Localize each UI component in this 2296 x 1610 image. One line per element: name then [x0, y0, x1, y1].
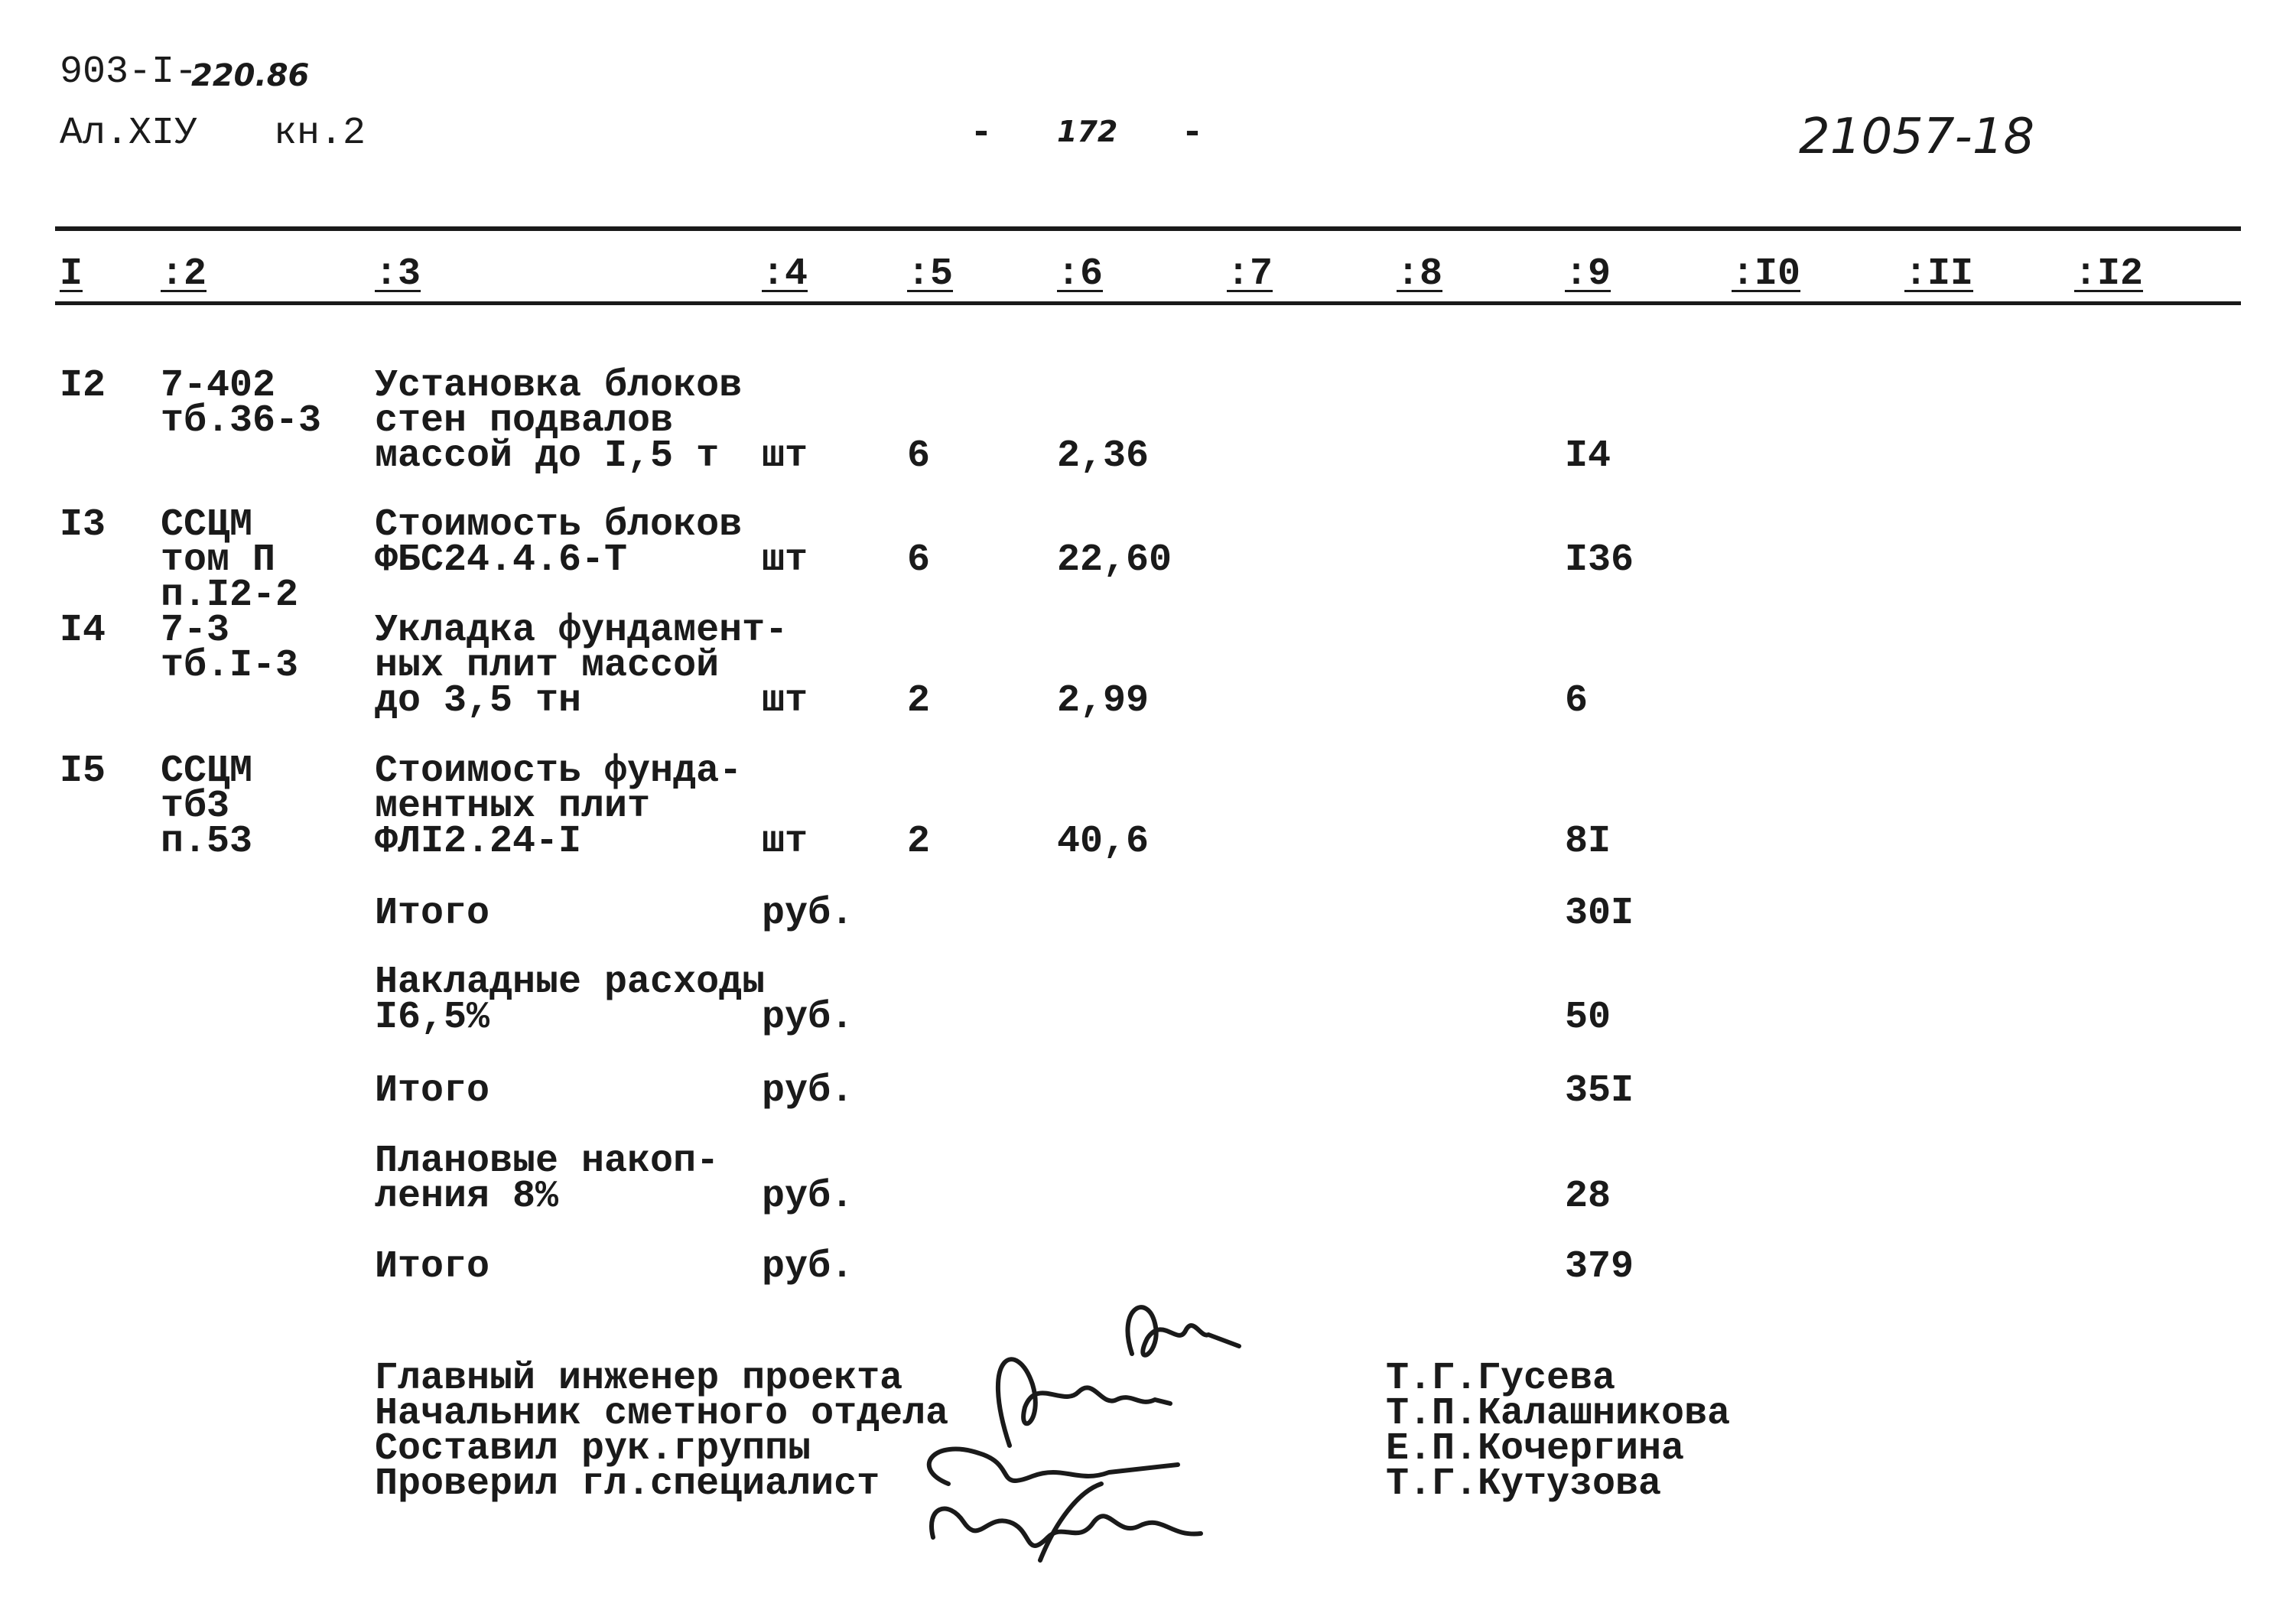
row-ref-line: тб3: [161, 785, 230, 828]
summary-total: 379: [1565, 1245, 1634, 1289]
book-label: кн.2: [274, 112, 366, 155]
row-ref-line: ССЦМ: [161, 503, 253, 547]
summary-total: 50: [1565, 996, 1611, 1039]
row-number: I5: [60, 750, 106, 793]
summary-total: 30I: [1565, 892, 1634, 935]
row-desc-line: стен подвалов: [375, 399, 674, 443]
summary-desc-line: Накладные расходы: [375, 961, 766, 1004]
summary-unit: руб.: [762, 1175, 854, 1218]
row-number: I2: [60, 364, 106, 408]
summary-desc-line: Итого: [375, 1245, 490, 1289]
summary-desc-line: Плановые накоп-: [375, 1140, 720, 1183]
signer-title: Главный инженер проекта: [375, 1357, 903, 1400]
row-ref-line: 7-402: [161, 364, 276, 408]
row-unit: шт: [762, 538, 808, 582]
row-unit: шт: [762, 679, 808, 723]
header-rule-top: [55, 226, 2241, 231]
signer-name: Е.П.Кочергина: [1386, 1427, 1685, 1471]
row-desc-line: Стоимость фунда-: [375, 750, 743, 793]
page-number: 172: [1057, 115, 1118, 148]
signer-title: Составил рук.группы: [375, 1427, 811, 1471]
column-header-1: I: [60, 252, 83, 296]
column-header-10: :I0: [1732, 252, 1801, 296]
document-code: [60, 50, 198, 94]
row-ref-line: тб.I-3: [161, 644, 299, 688]
summary-desc-line: Итого: [375, 1069, 490, 1113]
row-ref-line: ССЦМ: [161, 750, 253, 793]
summary-unit: руб.: [762, 892, 854, 935]
column-header-8: :8: [1397, 252, 1443, 296]
signer-name: Т.Г.Кутузова: [1386, 1462, 1662, 1506]
row-desc-line: Стоимость блоков: [375, 503, 743, 547]
row-ref-line: п.53: [161, 820, 253, 864]
row-qty: 2: [907, 820, 931, 864]
signer-title: Начальник сметного отдела: [375, 1392, 949, 1436]
summary-unit: руб.: [762, 996, 854, 1039]
column-header-2: :2: [161, 252, 207, 296]
row-unit: шт: [762, 820, 808, 864]
row-price: 22,60: [1057, 538, 1172, 582]
row-ref-line: тб.36-3: [161, 399, 322, 443]
summary-total: 35I: [1565, 1069, 1634, 1113]
row-ref-line: 7-3: [161, 609, 230, 652]
column-header-9: :9: [1565, 252, 1611, 296]
column-header-3: :3: [375, 252, 421, 296]
summary-unit: руб.: [762, 1069, 854, 1113]
summary-desc-line: ления 8%: [375, 1175, 559, 1218]
handwritten-signatures: [902, 1293, 1285, 1568]
row-unit: шт: [762, 434, 808, 478]
row-desc-line: ФЛI2.24-I: [375, 820, 582, 864]
signer-title: Проверил гл.специалист: [375, 1462, 880, 1506]
row-total: 8I: [1565, 820, 1611, 864]
column-header-6: :6: [1057, 252, 1104, 296]
page-dash-right: -: [1181, 112, 1205, 155]
row-price: 40,6: [1057, 820, 1150, 864]
column-header-12: :I2: [2074, 252, 2144, 296]
row-qty: 6: [907, 434, 931, 478]
row-desc-line: Установка блоков: [375, 364, 743, 408]
row-number: I3: [60, 503, 106, 547]
row-total: 6: [1565, 679, 1589, 723]
column-header-4: :4: [762, 252, 808, 296]
row-desc-line: массой до I,5 т: [375, 434, 720, 478]
row-total: I4: [1565, 434, 1611, 478]
summary-desc-line: Итого: [375, 892, 490, 935]
row-ref-line: п.I2-2: [161, 574, 299, 617]
row-ref-line: том П: [161, 538, 276, 582]
row-desc-line: Укладка фундамент-: [375, 609, 789, 652]
summary-desc-line: I6,5%: [375, 996, 490, 1039]
column-header-5: :5: [907, 252, 954, 296]
column-header-7: :7: [1227, 252, 1273, 296]
column-header-11: :II: [1904, 252, 1974, 296]
signer-name: Т.П.Калашникова: [1386, 1392, 1731, 1436]
row-desc-line: ФБС24.4.6-Т: [375, 538, 628, 582]
header-rule-bottom: [55, 301, 2241, 305]
row-desc-line: ных плит массой: [375, 644, 720, 688]
row-desc-line: ментных плит: [375, 785, 651, 828]
row-qty: 2: [907, 679, 931, 723]
row-price: 2,99: [1057, 679, 1150, 723]
album-label: Ал.XIУ: [60, 112, 198, 155]
page-dash-left: -: [970, 112, 994, 155]
signer-name: Т.Г.Гусева: [1386, 1357, 1616, 1400]
document-code-prefix: 903-I-: [60, 50, 198, 94]
summary-total: 28: [1565, 1175, 1611, 1218]
row-qty: 6: [907, 538, 931, 582]
row-desc-line: до 3,5 тн: [375, 679, 582, 723]
sheet-number: 21057-18: [1799, 109, 2035, 165]
row-total: I36: [1565, 538, 1634, 582]
document-code-handwritten: 220.86: [191, 58, 310, 93]
row-price: 2,36: [1057, 434, 1150, 478]
row-number: I4: [60, 609, 106, 652]
summary-unit: руб.: [762, 1245, 854, 1289]
